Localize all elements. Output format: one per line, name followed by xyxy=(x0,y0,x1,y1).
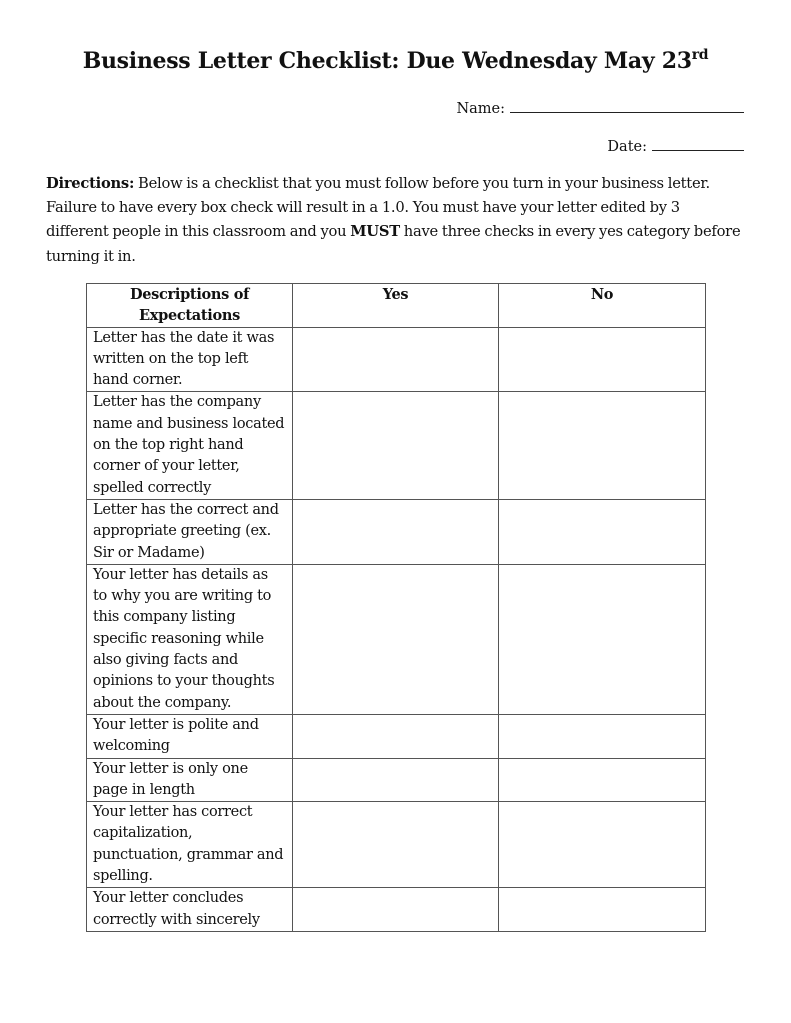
row-description: Letter has the date it was written on the top left hand corner. xyxy=(87,327,293,392)
no-check-cell[interactable] xyxy=(499,714,706,758)
name-label: Name: xyxy=(456,101,505,117)
yes-check-cell[interactable] xyxy=(293,499,499,564)
no-check-cell[interactable] xyxy=(499,327,706,392)
row-description: Your letter has details as to why you are writing to this company listing specific reasoning while also giving facts and opinions to your thoughts about the company. xyxy=(87,564,293,714)
table-row xyxy=(87,327,706,392)
name-blank-line xyxy=(510,98,744,113)
date-label: Date: xyxy=(607,139,647,155)
yes-check-cell[interactable] xyxy=(293,714,499,758)
header-descriptions: Descriptions of Expectations xyxy=(87,284,293,328)
yes-check-cell[interactable] xyxy=(293,564,499,714)
directions-label: Directions: xyxy=(46,175,135,192)
checklist-table xyxy=(86,283,706,932)
row-description: Your letter is only one page in length xyxy=(87,758,293,802)
name-field xyxy=(456,98,744,119)
table-header-row xyxy=(87,284,706,328)
title-text: Business Letter Checklist: Due Wednesday May 23 xyxy=(82,48,692,74)
table-row xyxy=(87,499,706,564)
yes-check-cell[interactable] xyxy=(293,327,499,392)
yes-check-cell[interactable] xyxy=(293,392,499,499)
table-row xyxy=(87,802,706,888)
no-check-cell[interactable] xyxy=(499,564,706,714)
header-no: No xyxy=(499,284,706,328)
no-check-cell[interactable] xyxy=(499,392,706,499)
date-field xyxy=(607,136,744,157)
table-row xyxy=(87,758,706,802)
row-description: Your letter is polite and welcoming xyxy=(87,714,293,758)
no-check-cell[interactable] xyxy=(499,758,706,802)
no-check-cell[interactable] xyxy=(499,499,706,564)
row-description: Your letter concludes correctly with sincerely xyxy=(87,888,293,932)
page-title xyxy=(0,47,791,74)
row-description: Letter has the company name and business located on the top right hand corner of your letter, spelled correctly xyxy=(87,392,293,499)
table-row xyxy=(87,888,706,932)
directions-text-1: Below is a checklist that you must follow before you turn in your business letter. Failure to have every box check will result in a 1.0. You must have your letter edited by 3 different people in this classroom and you xyxy=(46,175,710,241)
directions-text-2: have three checks in every yes category before turning it in. xyxy=(46,223,741,265)
row-description: Your letter has correct capitalization, punctuation, grammar and spelling. xyxy=(87,802,293,888)
header-yes: Yes xyxy=(293,284,499,328)
directions-emphasis: MUST xyxy=(350,223,400,241)
date-blank-line xyxy=(652,136,744,151)
yes-check-cell[interactable] xyxy=(293,888,499,932)
yes-check-cell[interactable] xyxy=(293,802,499,888)
no-check-cell[interactable] xyxy=(499,888,706,932)
table-row xyxy=(87,714,706,758)
yes-check-cell[interactable] xyxy=(293,758,499,802)
table-row xyxy=(87,564,706,714)
row-description: Letter has the correct and appropriate greeting (ex. Sir or Madame) xyxy=(87,499,293,564)
no-check-cell[interactable] xyxy=(499,802,706,888)
title-ordinal-suffix: rd xyxy=(691,47,709,63)
directions-paragraph xyxy=(46,172,746,269)
table-row xyxy=(87,392,706,499)
